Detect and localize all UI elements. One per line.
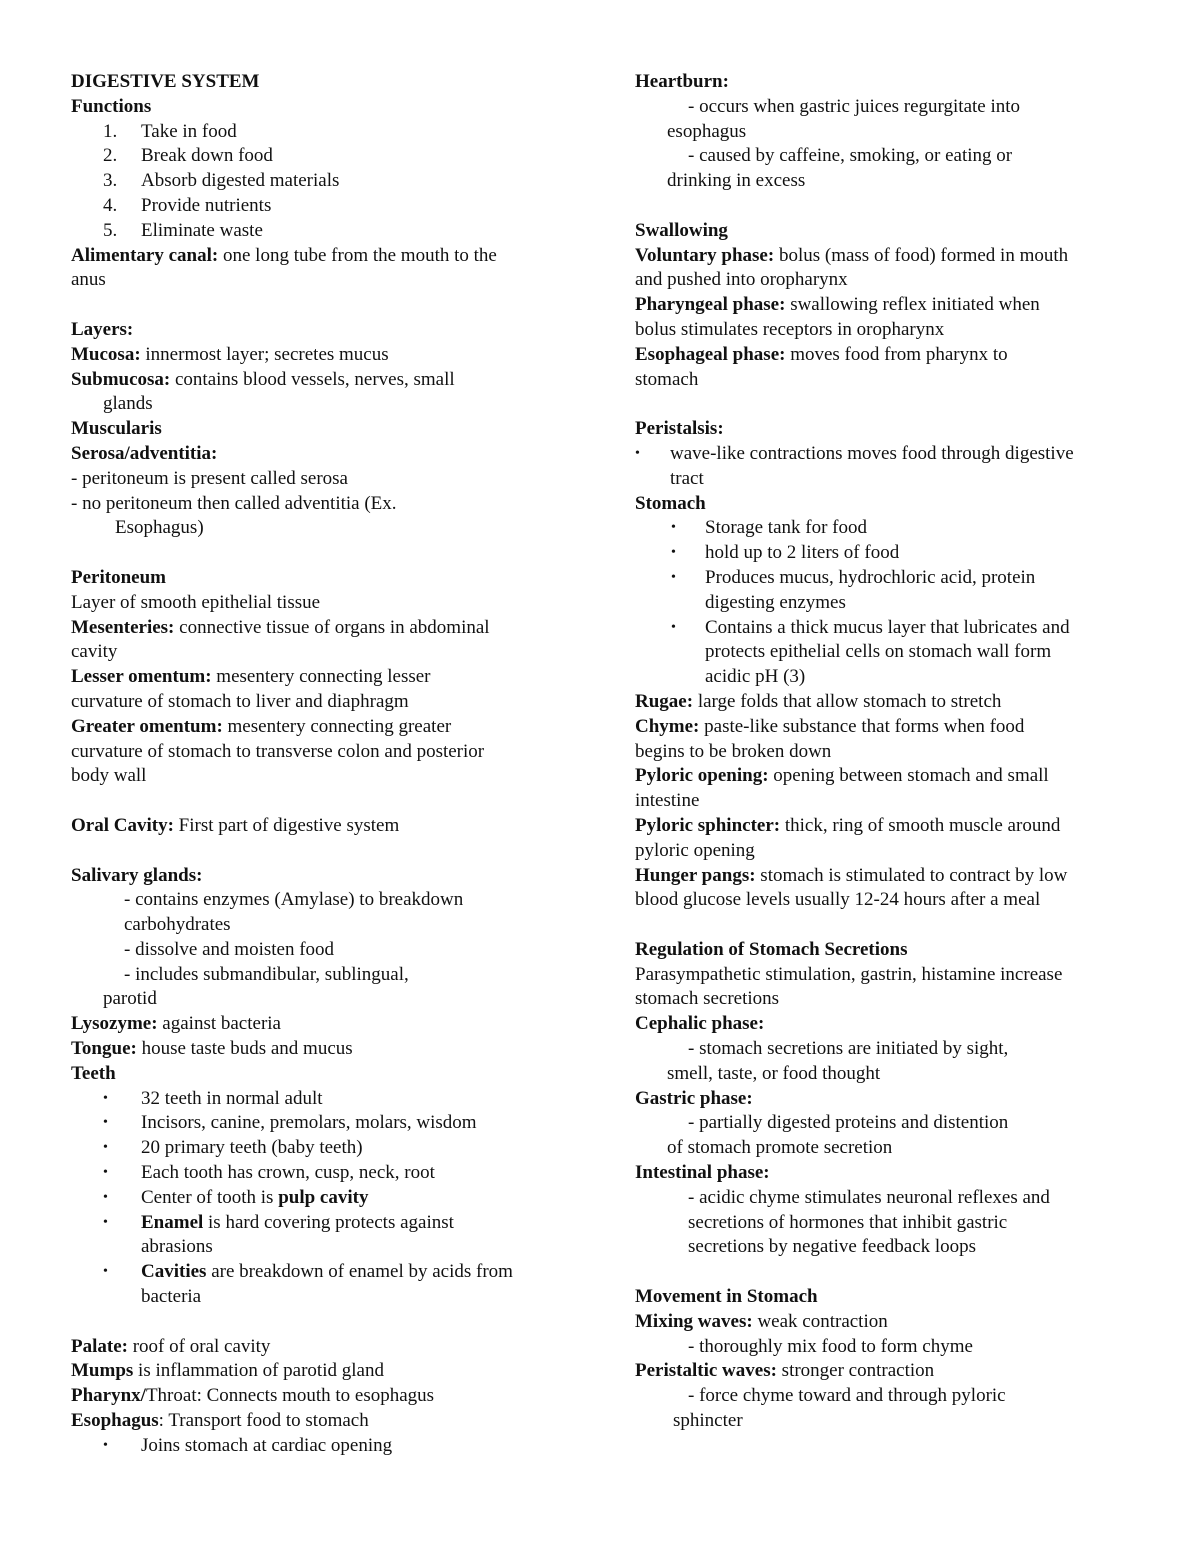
heartburn-item: - caused by caffeine, smoking, or eating or	[688, 145, 1013, 167]
alimentary-canal-definition: Alimentary canal: one long tube from the mouth to the	[71, 244, 497, 266]
salivary-item: - dissolve and moisten food	[124, 938, 335, 960]
greater-omentum-definition: Greater omentum: mesentery connecting greater	[71, 715, 452, 737]
alimentary-canal-definition-cont: anus	[71, 269, 106, 291]
list-item: 5. Eliminate waste	[103, 219, 263, 241]
chyme-definition: Chyme: paste-like substance that forms when food	[635, 715, 1025, 737]
serosa-item: - peritoneum is present called serosa	[71, 467, 348, 489]
intestinal-item: - acidic chyme stimulates neuronal reflexes and	[688, 1186, 1050, 1208]
intestinal-item-cont: secretions of hormones that inhibit gastric	[688, 1211, 1008, 1233]
left-column	[71, 70, 571, 1459]
movement-heading: Movement in Stomach	[635, 1286, 818, 1308]
hunger-pangs-definition: Hunger pangs: stomach is stimulated to contract by low	[635, 864, 1068, 886]
list-item: 3. Absorb digested materials	[103, 170, 340, 192]
peristaltic-waves-definition: Peristaltic waves: stronger contraction	[635, 1360, 935, 1382]
serosa-item: - no peritoneum then called adventitia (Ex.	[71, 492, 397, 514]
functions-list	[71, 120, 571, 244]
intestinal-item-cont: secretions by negative feedback loops	[688, 1236, 977, 1258]
muscularis-heading: Muscularis	[71, 418, 162, 440]
voluntary-phase-definition-cont: and pushed into oropharynx	[635, 269, 848, 291]
list-item: • Cavities are breakdown of enamel by acids from	[103, 1261, 513, 1283]
teeth-list	[71, 1087, 571, 1310]
heartburn-item-cont: esophagus	[667, 120, 747, 142]
document-title: DIGESTIVE SYSTEM	[71, 71, 260, 92]
mesenteries-definition: Mesenteries: connective tissue of organs in abdominal	[71, 616, 490, 638]
submucosa-definition-cont: glands	[103, 393, 153, 415]
list-item-cont: bacteria	[141, 1286, 202, 1308]
pharyngeal-phase-definition-cont: bolus stimulates receptors in oropharynx	[635, 318, 945, 340]
cephalic-phase-heading: Cephalic phase:	[635, 1013, 765, 1035]
list-item: • wave-like contractions moves food through digestive	[635, 442, 1074, 464]
greater-omentum-definition-cont: curvature of stomach to transverse colon and posterior	[71, 740, 485, 762]
right-column	[635, 70, 1135, 1434]
list-item: 2. Break down food	[103, 145, 273, 167]
list-item: • Incisors, canine, premolars, molars, wisdom	[103, 1112, 477, 1134]
lesser-omentum-definition-cont: curvature of stomach to liver and diaphragm	[71, 690, 409, 712]
greater-omentum-definition-cont: body wall	[71, 765, 147, 787]
mesenteries-definition-cont: cavity	[71, 641, 118, 663]
regulation-text: Parasympathetic stimulation, gastrin, histamine increase	[635, 963, 1063, 985]
list-item: • Enamel is hard covering protects against	[103, 1211, 454, 1233]
submucosa-definition: Submucosa: contains blood vessels, nerves, small	[71, 368, 455, 390]
lysozyme-definition: Lysozyme: against bacteria	[71, 1013, 281, 1035]
pharynx-definition: Pharynx/Throat: Connects mouth to esophagus	[71, 1385, 435, 1407]
list-item: 1. Take in food	[103, 120, 237, 142]
peritoneum-definition: Layer of smooth epithelial tissue	[71, 591, 321, 613]
pyloric-sphincter-definition-cont: pyloric opening	[635, 839, 755, 861]
esophageal-phase-definition-cont: stomach	[635, 368, 699, 390]
pyloric-opening-definition: Pyloric opening: opening between stomach and small	[635, 765, 1049, 787]
list-item: 4. Provide nutrients	[103, 194, 272, 216]
list-item: • 32 teeth in normal adult	[103, 1087, 323, 1109]
peristaltic-item: - force chyme toward and through pyloric	[688, 1385, 1006, 1407]
salivary-item-cont: carbohydrates	[124, 914, 231, 936]
list-item-cont: acidic pH (3)	[705, 666, 806, 688]
teeth-heading: Teeth	[71, 1062, 116, 1084]
gastric-item: - partially digested proteins and distention	[688, 1112, 1009, 1134]
gastric-phase-heading: Gastric phase:	[635, 1087, 753, 1109]
serosa-heading: Serosa/adventitia:	[71, 442, 218, 464]
regulation-heading: Regulation of Stomach Secretions	[635, 938, 908, 960]
list-item-cont: tract	[670, 467, 704, 489]
regulation-text-cont: stomach secretions	[635, 988, 780, 1010]
tongue-definition: Tongue: house taste buds and mucus	[71, 1038, 353, 1060]
list-item-cont: digesting enzymes	[705, 591, 846, 613]
salivary-glands-heading: Salivary glands:	[71, 864, 203, 886]
list-item-cont: protects epithelial cells on stomach wall form	[705, 641, 1052, 663]
list-item: • hold up to 2 liters of food	[671, 542, 900, 564]
palate-definition: Palate: roof of oral cavity	[71, 1335, 271, 1357]
list-item: • Produces mucus, hydrochloric acid, protein	[671, 566, 1036, 588]
esophageal-phase-definition: Esophageal phase: moves food from pharynx to	[635, 343, 1008, 365]
salivary-item: - includes submandibular, sublingual,	[124, 963, 409, 985]
peristaltic-item-cont: sphincter	[673, 1410, 743, 1432]
voluntary-phase-definition: Voluntary phase: bolus (mass of food) formed in mouth	[635, 244, 1069, 266]
pharyngeal-phase-definition: Pharyngeal phase: swallowing reflex initiated when	[635, 294, 1040, 316]
intestinal-phase-heading: Intestinal phase:	[635, 1162, 770, 1184]
gastric-item-cont: of stomach promote secretion	[667, 1137, 893, 1159]
mumps-definition: Mumps is inflammation of parotid gland	[71, 1360, 384, 1382]
functions-heading: Functions	[71, 95, 152, 117]
cephalic-item-cont: smell, taste, or food thought	[667, 1062, 881, 1084]
mixing-waves-definition: Mixing waves: weak contraction	[635, 1310, 888, 1332]
pyloric-opening-definition-cont: intestine	[635, 790, 700, 812]
lesser-omentum-definition: Lesser omentum: mesentery connecting lesser	[71, 666, 431, 688]
mucosa-definition: Mucosa: innermost layer; secretes mucus	[71, 343, 389, 365]
stomach-list	[635, 516, 1135, 690]
list-item: • Storage tank for food	[671, 517, 867, 539]
heartburn-item-cont: drinking in excess	[667, 170, 806, 192]
pyloric-sphincter-definition: Pyloric sphincter: thick, ring of smooth muscle around	[635, 814, 1061, 836]
rugae-definition: Rugae: large folds that allow stomach to stretch	[635, 690, 1002, 712]
layers-heading: Layers:	[71, 318, 134, 340]
heartburn-heading: Heartburn:	[635, 71, 729, 92]
chyme-definition-cont: begins to be broken down	[635, 740, 832, 762]
list-item-cont: abrasions	[141, 1236, 213, 1258]
peristalsis-heading: Peristalsis:	[635, 418, 724, 440]
oral-cavity-definition: Oral Cavity: First part of digestive system	[71, 814, 400, 836]
stomach-heading: Stomach	[635, 492, 706, 514]
cephalic-item: - stomach secretions are initiated by sight,	[688, 1038, 1009, 1060]
esophagus-definition: Esophagus: Transport food to stomach	[71, 1410, 369, 1432]
salivary-item: - contains enzymes (Amylase) to breakdown	[124, 889, 464, 911]
list-item: • Each tooth has crown, cusp, neck, root	[103, 1162, 435, 1184]
mixing-item: - thoroughly mix food to form chyme	[688, 1335, 973, 1357]
serosa-item-cont: Esophagus)	[115, 517, 204, 539]
list-item: • Contains a thick mucus layer that lubricates and	[671, 616, 1070, 638]
list-item: • Center of tooth is pulp cavity	[103, 1186, 369, 1208]
hunger-pangs-definition-cont: blood glucose levels usually 12-24 hours after a meal	[635, 889, 1041, 911]
peritoneum-heading: Peritoneum	[71, 566, 166, 588]
swallowing-heading: Swallowing	[635, 219, 728, 241]
list-item: • 20 primary teeth (baby teeth)	[103, 1137, 363, 1159]
heartburn-item: - occurs when gastric juices regurgitate into	[688, 95, 1021, 117]
salivary-item-cont: parotid	[103, 988, 157, 1010]
list-item: • Joins stomach at cardiac opening	[103, 1434, 393, 1456]
